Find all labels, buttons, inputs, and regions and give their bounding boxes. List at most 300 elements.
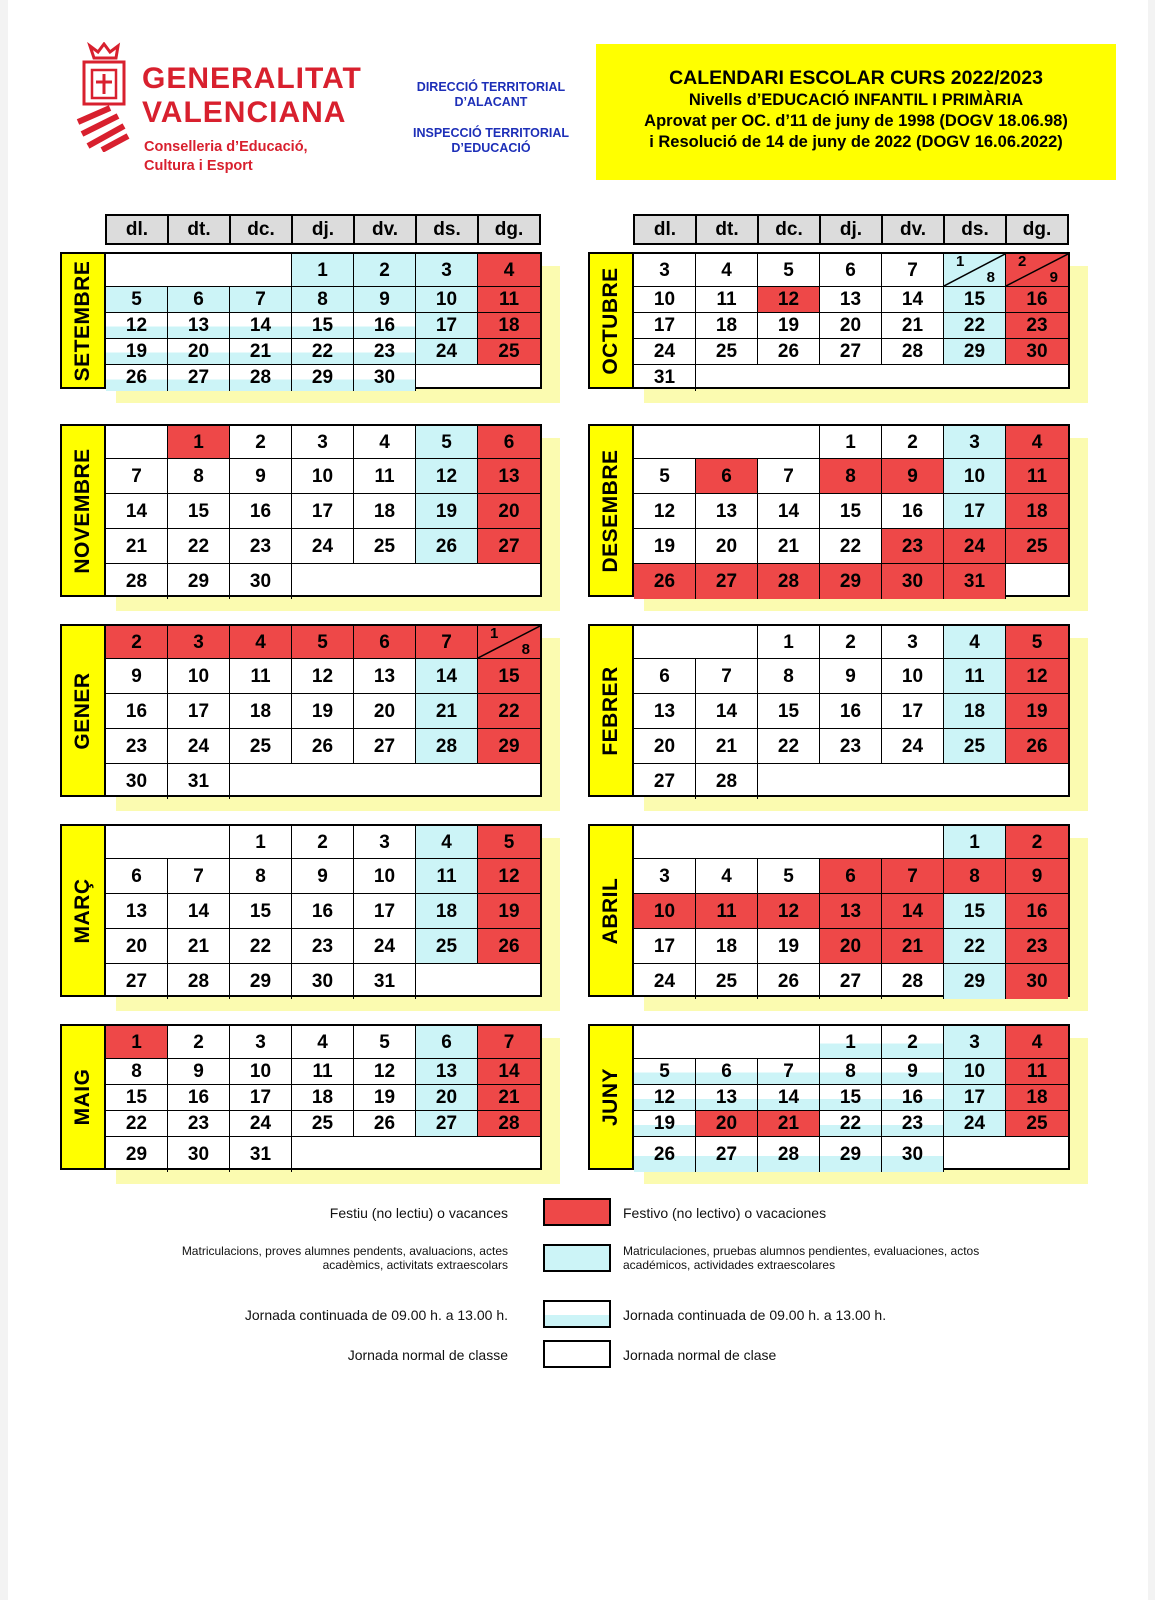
day-cell: 28	[230, 365, 292, 391]
day-cell: 28	[478, 1111, 540, 1137]
day-cell: 19	[416, 494, 478, 529]
month-grid	[632, 624, 1070, 797]
day-cell: 18	[416, 894, 478, 929]
weekday-label: dl.	[107, 216, 169, 243]
day-cell: 17	[354, 894, 416, 929]
day-cell: 4	[416, 826, 478, 859]
day-cell: 12	[758, 287, 820, 313]
legend-label-valencian: Jornada continuada de 09.00 h. a 13.00 h.	[244, 1307, 508, 1323]
day-cell: 8	[230, 859, 292, 894]
legend-swatch	[543, 1198, 611, 1226]
month-label-tab	[60, 824, 106, 997]
day-cell: 10	[634, 894, 696, 929]
weekday-label: dt.	[169, 216, 231, 243]
diagonal-divider	[1006, 254, 1068, 286]
day-cell: 23	[106, 729, 168, 764]
day-cell: 2	[882, 1026, 944, 1059]
day-cell: 21	[106, 529, 168, 564]
day-cell: 17	[944, 1085, 1006, 1111]
empty-cell	[106, 826, 230, 859]
day-cell: 6	[696, 459, 758, 494]
day-cell: 6	[820, 859, 882, 894]
day-cell: 25	[292, 1111, 354, 1137]
day-cell: 11	[696, 287, 758, 313]
day-cell: 29	[230, 964, 292, 999]
month-label-tab	[588, 424, 634, 597]
day-cell: 27	[354, 729, 416, 764]
day-cell: 18	[478, 313, 540, 339]
day-cell: 30	[354, 365, 416, 391]
day-cell: 25	[696, 339, 758, 365]
month-label-tab	[60, 252, 106, 389]
day-cell: 6	[696, 1059, 758, 1085]
day-cell: 31	[230, 1137, 292, 1172]
day-cell: 9	[820, 659, 882, 694]
day-cell: 9	[106, 659, 168, 694]
day-cell: 19	[758, 313, 820, 339]
day-cell: 4	[1006, 1026, 1068, 1059]
day-cell: 26	[354, 1111, 416, 1137]
day-cell: 7	[882, 254, 944, 287]
day-cell: 8	[820, 459, 882, 494]
day-cell: 15	[106, 1085, 168, 1111]
empty-cell	[634, 626, 758, 659]
day-cell: 13	[168, 313, 230, 339]
day-cell: 4	[478, 254, 540, 287]
day-cell: 7	[478, 1026, 540, 1059]
day-cell: 4	[696, 859, 758, 894]
day-cell: 11	[696, 894, 758, 929]
day-cell: 2	[820, 626, 882, 659]
day-cell: 19	[106, 339, 168, 365]
day-number: 2	[1018, 253, 1027, 270]
inspeccio-line1: INSPECCIÓ TERRITORIAL	[412, 126, 570, 140]
month-name: SETEMBRE	[71, 260, 94, 381]
day-cell: 27	[106, 964, 168, 999]
day-cell: 30	[882, 564, 944, 599]
day-cell: 14	[758, 494, 820, 529]
month-name: GENER	[71, 671, 94, 750]
weekday-header-left	[105, 214, 541, 245]
day-cell: 28	[758, 564, 820, 599]
day-cell: 27	[820, 339, 882, 365]
day-cell: 5	[758, 859, 820, 894]
day-cell: 24	[168, 729, 230, 764]
day-cell: 3	[168, 626, 230, 659]
day-cell: 30	[230, 564, 292, 599]
day-cell: 21	[882, 929, 944, 964]
day-cell: 31	[634, 365, 696, 391]
day-cell: 6	[354, 626, 416, 659]
month-grid	[632, 424, 1070, 597]
month-name: OCTUBRE	[599, 266, 622, 375]
day-cell: 23	[882, 529, 944, 564]
day-cell: 21	[478, 1085, 540, 1111]
month-grid	[632, 1024, 1070, 1170]
month-name: NOVEMBRE	[71, 447, 94, 574]
day-cell: 23	[230, 529, 292, 564]
day-cell: 15	[230, 894, 292, 929]
day-cell: 3	[354, 826, 416, 859]
day-cell: 17	[416, 313, 478, 339]
day-cell: 13	[478, 459, 540, 494]
day-cell: 27	[634, 764, 696, 799]
day-cell: 24	[944, 529, 1006, 564]
day-cell: 26	[478, 929, 540, 964]
day-cell: 24	[634, 339, 696, 365]
day-cell: 12	[106, 313, 168, 339]
day-cell: 11	[230, 659, 292, 694]
day-cell: 14	[478, 1059, 540, 1085]
day-cell: 3	[634, 859, 696, 894]
day-cell: 16	[1006, 287, 1068, 313]
day-cell: 22	[292, 339, 354, 365]
day-cell: 22	[820, 529, 882, 564]
empty-cell	[292, 1137, 540, 1172]
month-name: MAIG	[71, 1068, 94, 1126]
day-cell: 24	[882, 729, 944, 764]
conselleria-line1: Conselleria d’Educació,	[144, 139, 308, 155]
day-cell: 14	[106, 494, 168, 529]
day-cell: 1	[758, 626, 820, 659]
day-cell: 11	[1006, 1059, 1068, 1085]
day-cell: 23	[882, 1111, 944, 1137]
day-cell: 9	[168, 1059, 230, 1085]
month-grid	[104, 424, 542, 597]
calendar-title: CALENDARI ESCOLAR CURS 2022/2023	[669, 67, 1043, 89]
day-cell: 8	[820, 1059, 882, 1085]
day-cell: 18	[292, 1085, 354, 1111]
day-cell: 1	[230, 826, 292, 859]
coat-of-arms-icon	[74, 42, 136, 152]
day-cell: 6	[416, 1026, 478, 1059]
day-cell: 15	[820, 1085, 882, 1111]
day-cell: 26	[106, 365, 168, 391]
day-cell: 11	[292, 1059, 354, 1085]
approval-line1: Aprovat per OC. d’11 de juny de 1998 (DOGV 18.06.98)	[644, 112, 1068, 130]
approval-line2: i Resolució de 14 de juny de 2022 (DOGV 16.06.2022)	[649, 133, 1063, 151]
day-cell: 13	[106, 894, 168, 929]
day-cell: 11	[354, 459, 416, 494]
generalitat-logo	[74, 42, 374, 182]
day-cell: 3	[944, 1026, 1006, 1059]
day-cell: 28	[106, 564, 168, 599]
day-cell: 23	[1006, 929, 1068, 964]
day-cell: 27	[696, 564, 758, 599]
day-cell: 10	[230, 1059, 292, 1085]
day-cell: 21	[696, 729, 758, 764]
day-cell: 5	[292, 626, 354, 659]
day-cell: 31	[354, 964, 416, 999]
day-cell: 29	[106, 1137, 168, 1172]
day-cell: 20	[820, 313, 882, 339]
title-box	[596, 44, 1116, 180]
month-grid	[104, 252, 542, 389]
day-cell: 5	[1006, 626, 1068, 659]
month-label-tab	[60, 624, 106, 797]
weekday-label: dv.	[883, 216, 945, 243]
legend-label-valencian	[182, 1244, 508, 1272]
legend-label-valencian: Festiu (no lectiu) o vacances	[329, 1205, 508, 1221]
day-cell: 15	[292, 313, 354, 339]
day-cell: 25	[1006, 529, 1068, 564]
day-cell: 25	[416, 929, 478, 964]
day-cell: 3	[944, 426, 1006, 459]
month-label-tab	[588, 252, 634, 389]
day-cell: 19	[354, 1085, 416, 1111]
day-cell: 1	[820, 1026, 882, 1059]
day-cell: 29	[478, 729, 540, 764]
month-grid	[632, 824, 1070, 997]
day-cell: 12	[292, 659, 354, 694]
empty-cell	[416, 964, 540, 999]
day-cell: 20	[696, 529, 758, 564]
day-cell: 22	[944, 929, 1006, 964]
day-cell: 5	[758, 254, 820, 287]
day-cell: 12	[478, 859, 540, 894]
day-cell: 19	[292, 694, 354, 729]
day-cell: 26	[292, 729, 354, 764]
day-cell: 15	[944, 894, 1006, 929]
empty-cell	[634, 826, 944, 859]
day-cell: 27	[168, 365, 230, 391]
day-cell: 29	[944, 964, 1006, 999]
day-cell: 30	[1006, 339, 1068, 365]
weekday-label: dj.	[821, 216, 883, 243]
day-cell: 15	[758, 694, 820, 729]
day-cell: 24	[354, 929, 416, 964]
day-cell: 23	[292, 929, 354, 964]
day-cell: 22	[478, 694, 540, 729]
weekday-label: dc.	[759, 216, 821, 243]
day-cell: 2	[292, 826, 354, 859]
weekday-label: ds.	[417, 216, 479, 243]
day-cell: 4	[696, 254, 758, 287]
day-cell: 11	[944, 659, 1006, 694]
day-cell: 15	[820, 494, 882, 529]
day-cell: 28	[168, 964, 230, 999]
day-cell: 31	[168, 764, 230, 799]
day-cell: 29	[820, 1137, 882, 1172]
day-cell: 12	[354, 1059, 416, 1085]
day-cell: 14	[168, 894, 230, 929]
day-cell: 20	[416, 1085, 478, 1111]
day-cell: 4	[944, 626, 1006, 659]
calendar-subtitle: Nivells d’EDUCACIÓ INFANTIL I PRIMÀRIA	[688, 91, 1024, 109]
day-cell: 5	[354, 1026, 416, 1059]
day-cell: 29	[168, 564, 230, 599]
day-cell: 25	[478, 339, 540, 365]
day-cell: 18	[944, 694, 1006, 729]
day-cell: 28	[882, 339, 944, 365]
month-label-tab	[588, 624, 634, 797]
day-cell: 9	[882, 1059, 944, 1085]
day-cell: 24	[230, 1111, 292, 1137]
day-cell: 9	[230, 459, 292, 494]
day-cell: 11	[416, 859, 478, 894]
day-cell: 3	[416, 254, 478, 287]
weekday-label: dt.	[697, 216, 759, 243]
day-cell: 29	[292, 365, 354, 391]
day-cell: 20	[106, 929, 168, 964]
day-cell: 26	[634, 564, 696, 599]
month-grid	[632, 252, 1070, 389]
day-cell: 1	[820, 426, 882, 459]
day-cell: 8	[944, 859, 1006, 894]
day-cell: 18	[230, 694, 292, 729]
org-name-line2: VALENCIANA	[142, 96, 347, 129]
legend-line: Matriculaciones, pruebas alumnos pendientes, evaluaciones, actos	[623, 1244, 980, 1258]
day-cell: 21	[758, 529, 820, 564]
day-cell: 9	[354, 287, 416, 313]
month-grid	[104, 624, 542, 797]
day-cell: 14	[416, 659, 478, 694]
day-cell: 17	[944, 494, 1006, 529]
day-cell: 18	[1006, 1085, 1068, 1111]
day-cell: 16	[882, 1085, 944, 1111]
day-cell: 12	[634, 494, 696, 529]
legend-label-spanish	[623, 1244, 1043, 1272]
empty-cell	[634, 426, 820, 459]
day-cell: 16	[1006, 894, 1068, 929]
month-name: ABRIL	[599, 877, 622, 944]
day-cell: 31	[944, 564, 1006, 599]
conselleria-line2: Cultura i Esport	[144, 158, 253, 174]
day-cell: 5	[416, 426, 478, 459]
day-cell: 1	[292, 254, 354, 287]
day-cell: 10	[882, 659, 944, 694]
day-cell: 28	[696, 764, 758, 799]
day-cell: 21	[416, 694, 478, 729]
day-cell: 25	[696, 964, 758, 999]
day-cell: 19	[1006, 694, 1068, 729]
day-cell: 23	[1006, 313, 1068, 339]
day-cell: 9	[882, 459, 944, 494]
weekday-label: dj.	[293, 216, 355, 243]
day-cell: 11	[478, 287, 540, 313]
day-cell: 28	[416, 729, 478, 764]
day-cell: 28	[882, 964, 944, 999]
day-cell: 15	[478, 659, 540, 694]
day-cell: 27	[416, 1111, 478, 1137]
legend-label-spanish: Jornada continuada de 09.00 h. a 13.00 h.	[623, 1307, 887, 1323]
day-cell: 2	[354, 254, 416, 287]
day-cell: 13	[634, 694, 696, 729]
empty-cell	[696, 365, 1068, 391]
day-cell: 24	[944, 1111, 1006, 1137]
day-cell: 2	[230, 426, 292, 459]
day-cell: 22	[820, 1111, 882, 1137]
weekday-label: dg.	[494, 219, 524, 240]
day-cell: 13	[696, 494, 758, 529]
day-cell: 13	[416, 1059, 478, 1085]
day-cell: 15	[944, 287, 1006, 313]
day-cell: 12	[758, 894, 820, 929]
day-cell: 3	[634, 254, 696, 287]
day-cell: 25	[1006, 1111, 1068, 1137]
day-cell: 14	[758, 1085, 820, 1111]
direccio-line2: D’ALACANT	[454, 95, 528, 109]
day-cell: 14	[882, 894, 944, 929]
day-cell: 10	[944, 1059, 1006, 1085]
day-cell: 17	[168, 694, 230, 729]
day-cell: 14	[696, 694, 758, 729]
empty-cell	[758, 764, 1068, 799]
day-cell: 30	[1006, 964, 1068, 999]
day-cell: 5	[478, 826, 540, 859]
day-cell: 12	[634, 1085, 696, 1111]
day-cell: 17	[634, 313, 696, 339]
day-cell: 2	[168, 1026, 230, 1059]
day-cell: 22	[758, 729, 820, 764]
day-cell: 8	[106, 1059, 168, 1085]
day-cell: 20	[478, 494, 540, 529]
day-cell: 21	[168, 929, 230, 964]
day-cell: 1	[106, 1026, 168, 1059]
day-cell: 13	[820, 894, 882, 929]
legend-label-valencian: Jornada normal de classe	[347, 1347, 508, 1363]
day-number: 8	[521, 641, 530, 658]
day-cell: 30	[292, 964, 354, 999]
day-cell: 16	[106, 694, 168, 729]
day-cell: 7	[168, 859, 230, 894]
day-cell: 23	[820, 729, 882, 764]
day-cell: 12	[416, 459, 478, 494]
day-cell: 12	[1006, 659, 1068, 694]
empty-cell	[1006, 564, 1068, 599]
day-cell: 11	[1006, 459, 1068, 494]
day-cell: 26	[634, 1137, 696, 1172]
day-cell: 27	[478, 529, 540, 564]
day-cell: 9	[1006, 859, 1068, 894]
day-cell: 24	[634, 964, 696, 999]
day-cell: 3	[230, 1026, 292, 1059]
legend-swatch	[543, 1340, 611, 1368]
org-name-line1: GENERALITAT	[142, 62, 362, 95]
legend-label-spanish: Jornada normal de clase	[623, 1347, 777, 1363]
day-cell: 20	[354, 694, 416, 729]
day-cell: 25	[354, 529, 416, 564]
day-cell: 8	[168, 459, 230, 494]
legend-label-spanish: Festivo (no lectivo) o vacaciones	[623, 1205, 827, 1221]
day-cell: 7	[230, 287, 292, 313]
month-label-tab	[588, 1024, 634, 1170]
day-cell: 21	[882, 313, 944, 339]
day-cell: 6	[634, 659, 696, 694]
legend-line: académicos, actividades extraescolares	[623, 1258, 836, 1272]
day-cell: 19	[634, 1111, 696, 1137]
month-grid	[104, 1024, 542, 1170]
day-cell: 13	[696, 1085, 758, 1111]
day-cell: 16	[354, 313, 416, 339]
day-cell: 10	[292, 459, 354, 494]
month-name: JUNY	[599, 1067, 622, 1127]
day-cell: 1	[168, 426, 230, 459]
month-label-tab	[60, 1024, 106, 1170]
day-cell: 3	[292, 426, 354, 459]
diagonal-divider	[478, 626, 540, 658]
day-number: 1	[956, 253, 965, 270]
day-cell: 4	[230, 626, 292, 659]
month-name: FEBRER	[599, 665, 622, 756]
day-cell: 4	[354, 426, 416, 459]
day-cell: 4	[292, 1026, 354, 1059]
month-grid	[104, 824, 542, 997]
empty-cell	[416, 365, 540, 391]
month-name: MARÇ	[71, 878, 94, 943]
day-cell: 6	[168, 287, 230, 313]
day-cell: 18	[696, 313, 758, 339]
